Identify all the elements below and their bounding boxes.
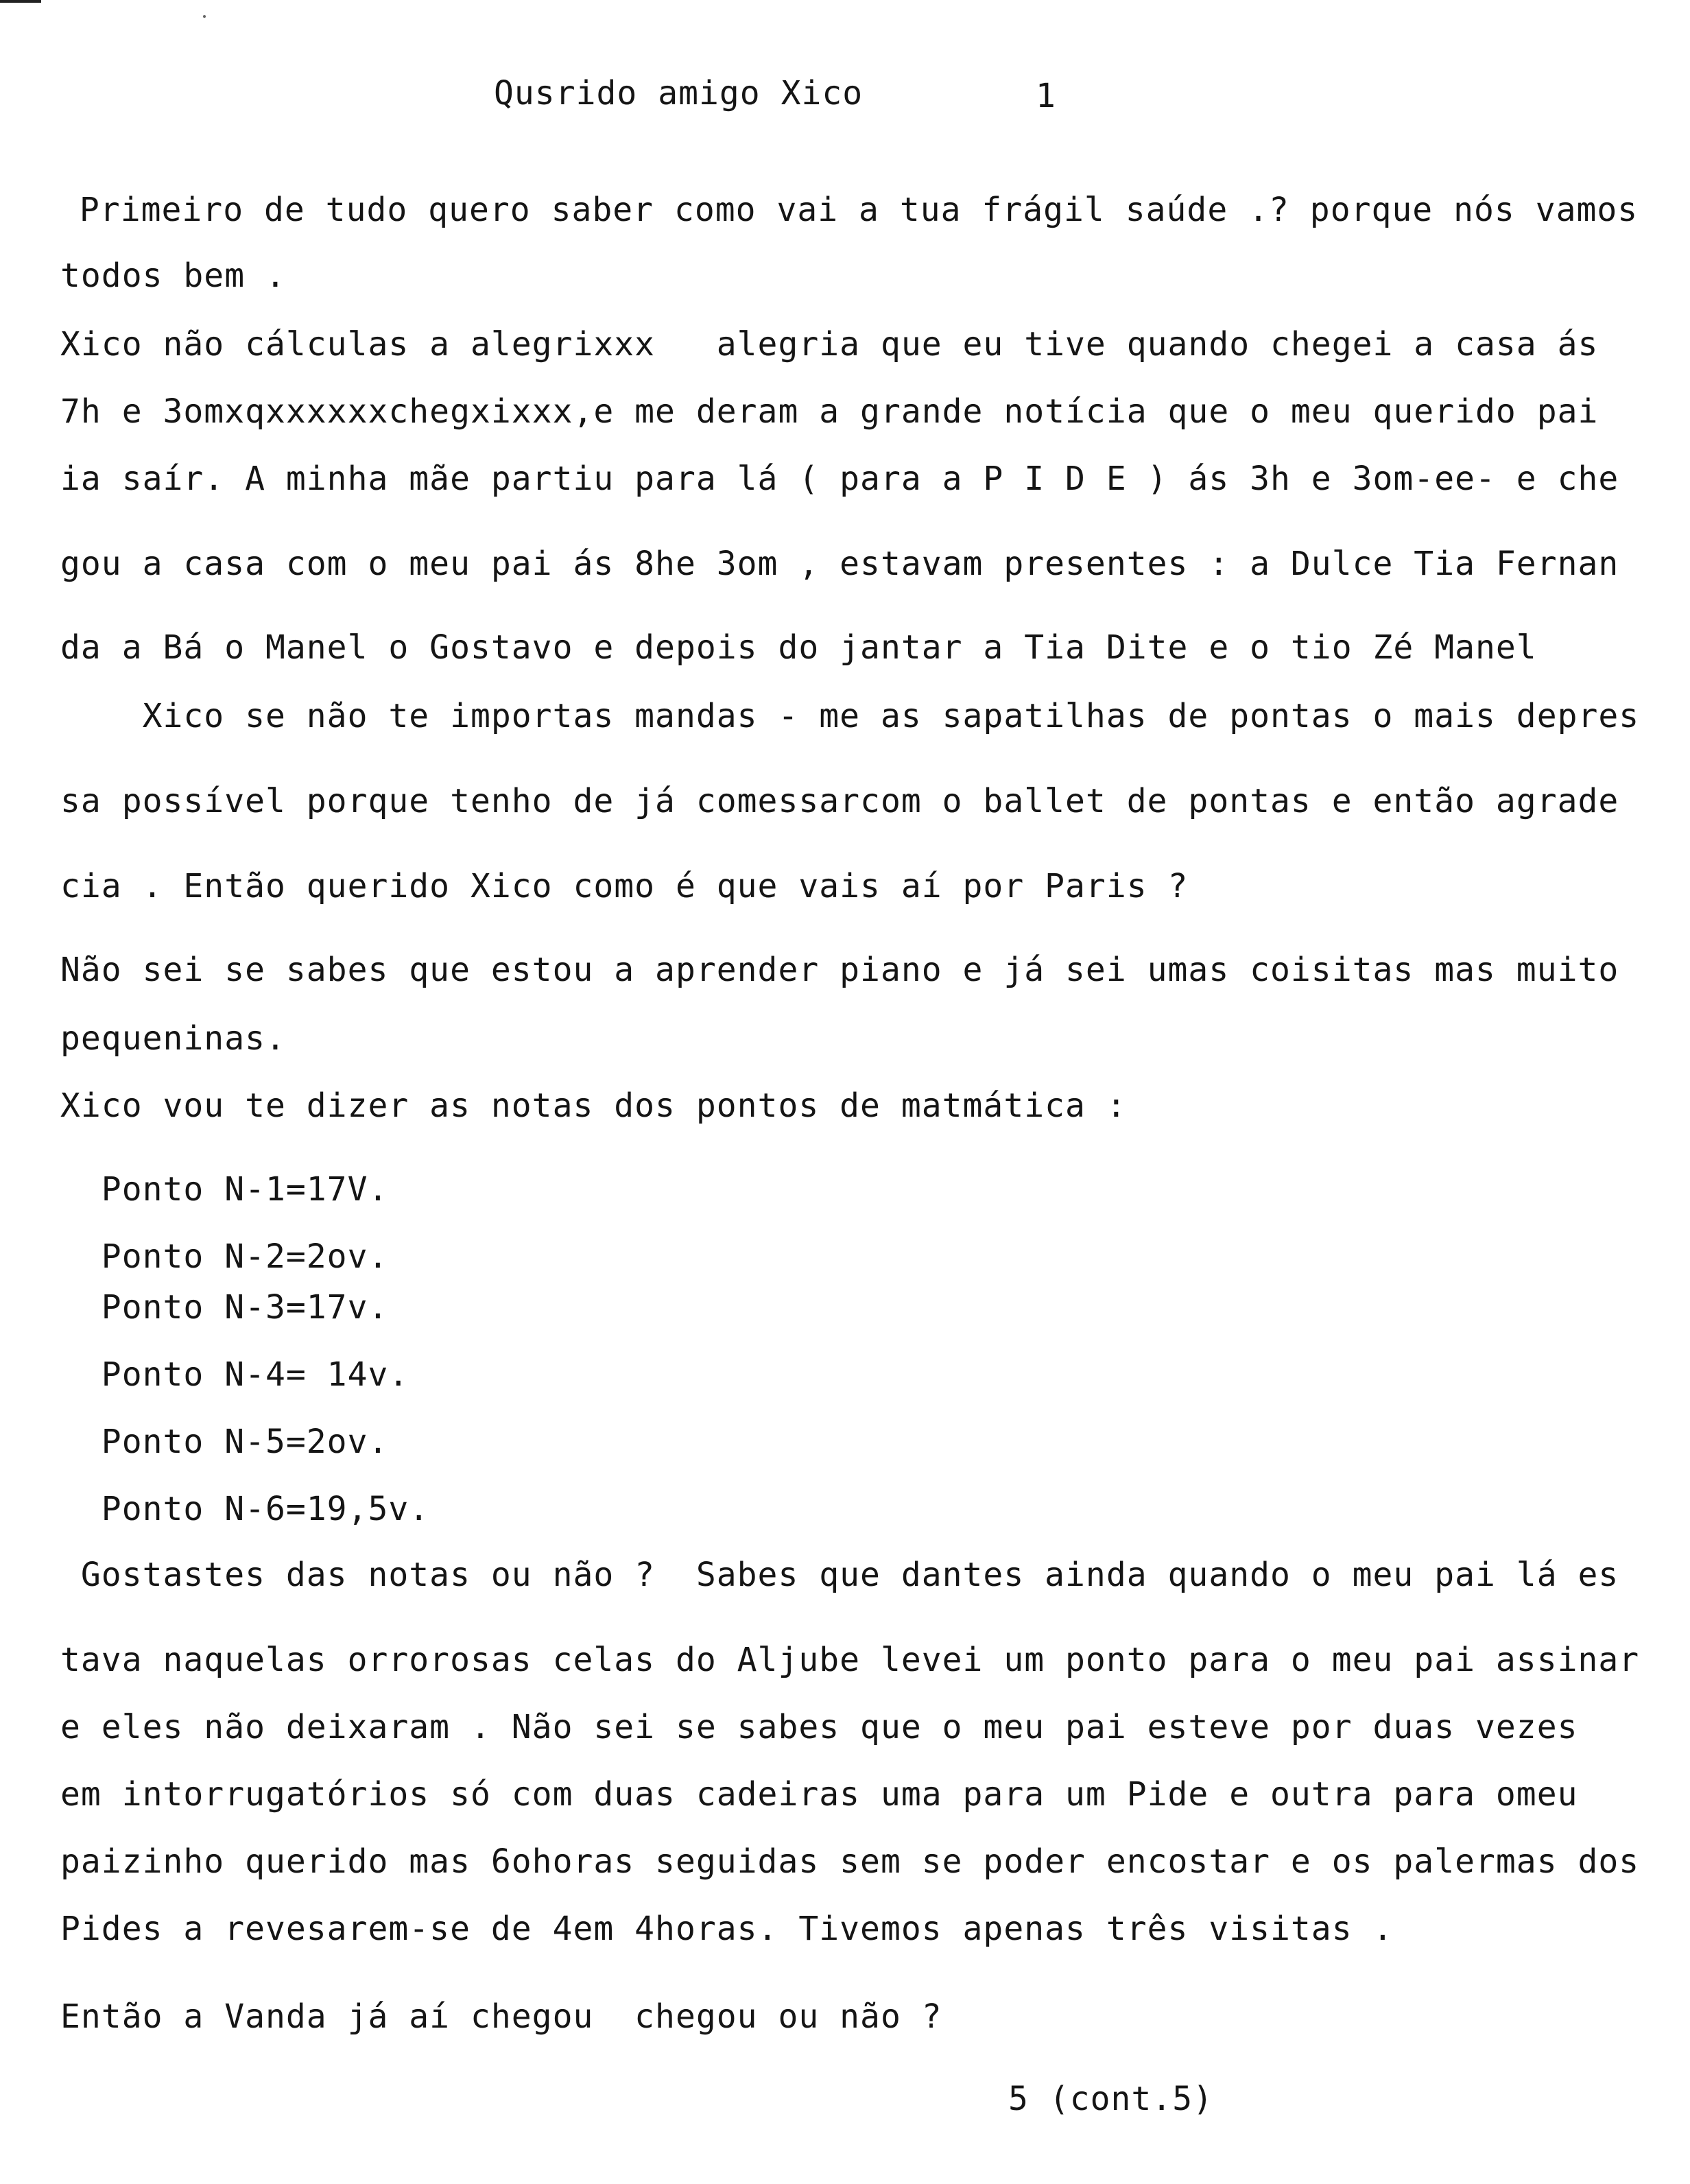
letter-line: Xico não cálculas a alegrixxx alegria que eu tive quando chegei a casa ás: [60, 325, 1599, 364]
letter-line: gou a casa com o meu pai ás 8he 3om , estavam presentes : a Dulce Tia Fernan: [60, 545, 1619, 583]
grade-line: Ponto N-4= 14v.: [60, 1355, 409, 1394]
letter-line: tava naquelas orrorosas celas do Aljube levei um ponto para o meu pai assinar: [60, 1641, 1640, 1679]
letter-line: e eles não deixaram . Não sei se sabes que o meu pai esteve por duas vezes: [60, 1708, 1578, 1746]
letter-line: cia . Então querido Xico como é que vais aí por Paris ?: [60, 867, 1189, 905]
scan-speck: [203, 15, 206, 18]
page-number: 1: [1036, 77, 1056, 115]
grade-line: Ponto N-2=2ov.: [60, 1237, 389, 1276]
letter-line: Xico vou te dizer as notas dos pontos de matmática :: [60, 1087, 1127, 1125]
letter-line: sa possível porque tenho de já comessarcom o ballet de pontas e então agrade: [60, 782, 1619, 820]
letter-line: ia saír. A minha mãe partiu para lá ( para a P I D E ) ás 3h e 3om-ee- e che: [60, 460, 1619, 498]
letter-line: pequeninas.: [60, 1019, 286, 1058]
letter-title: Qusrido amigo Xico: [494, 74, 864, 112]
letter-line: Primeiro de tudo quero saber como vai a tua frágil saúde .? porque nós vamos: [59, 191, 1639, 229]
letter-line: paizinho querido mas 6ohoras seguidas sem se poder encostar e os palermas dos: [60, 1842, 1640, 1881]
grade-line: Ponto N-5=2ov.: [60, 1423, 389, 1461]
letter-line: Pides a revesarem-se de 4em 4horas. Tivemos apenas três visitas .: [60, 1910, 1394, 1948]
letter-line: Gostastes das notas ou não ? Sabes que dantes ainda quando o meu pai lá es: [60, 1556, 1619, 1594]
letter-line: todos bem .: [60, 257, 286, 295]
letter-line: da a Bá o Manel o Gostavo e depois do jantar a Tia Dite e o tio Zé Manel: [60, 628, 1537, 667]
letter-line: 7h e 3omxqxxxxxxchegxixxx,e me deram a grande notícia que o meu querido pai: [60, 392, 1599, 431]
grade-line: Ponto N-6=19,5v.: [60, 1490, 430, 1528]
scan-edge-mark: [0, 0, 41, 3]
grade-line: Ponto N-3=17v.: [60, 1288, 389, 1327]
continuation-note: 5 (cont.5): [1008, 2080, 1213, 2118]
letter-line: em intorrugatórios só com duas cadeiras uma para um Pide e outra para omeu: [60, 1775, 1578, 1814]
grade-line: Ponto N-1=17V.: [60, 1170, 389, 1209]
letter-line: Xico se não te importas mandas - me as sapatilhas de pontas o mais depres: [60, 697, 1640, 735]
letter-line: Não sei se sabes que estou a aprender piano e já sei umas coisitas mas muito: [60, 951, 1619, 989]
letter-line: Então a Vanda já aí chegou chegou ou não ?: [60, 1997, 942, 2036]
